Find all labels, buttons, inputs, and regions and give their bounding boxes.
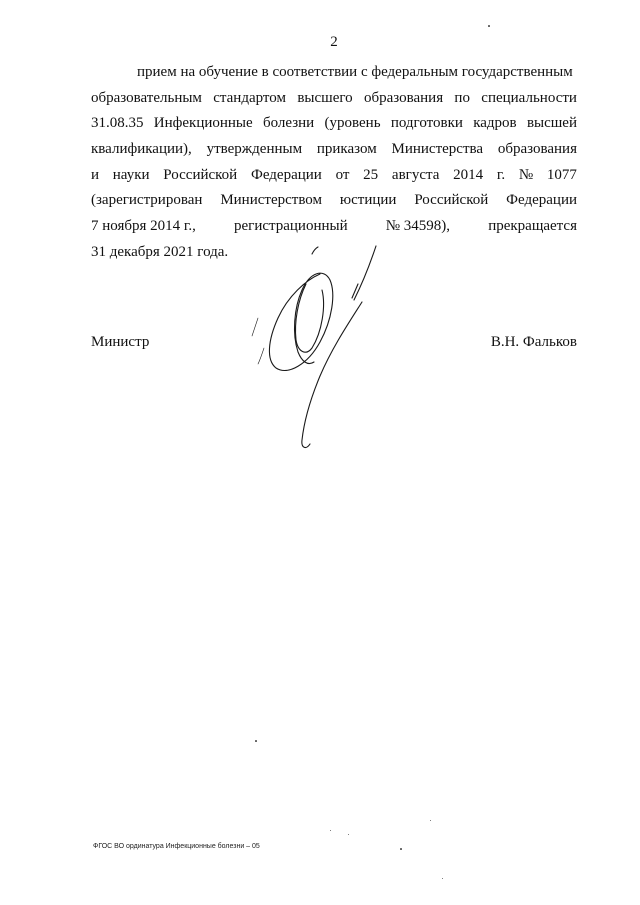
word: Российской	[414, 192, 489, 209]
word: Федерации	[250, 166, 322, 183]
word: (уровень	[324, 115, 381, 132]
body-paragraph	[91, 60, 577, 266]
word: 25	[363, 166, 379, 183]
word: г.	[496, 166, 506, 183]
word: 7 ноября 2014 г.,	[91, 218, 196, 235]
word: 2014	[453, 166, 484, 183]
paragraph-line-7	[91, 214, 577, 240]
scan-speck	[348, 834, 349, 835]
word: образования	[363, 89, 444, 106]
word: Министерства	[391, 141, 484, 158]
word: августа	[391, 166, 440, 183]
page-number: 2	[330, 34, 338, 50]
paragraph-line-2	[91, 86, 577, 112]
word: образования	[497, 141, 577, 158]
word: по	[454, 89, 470, 106]
scan-speck	[442, 878, 443, 879]
word: юстиции	[339, 192, 397, 209]
word: и	[91, 166, 100, 183]
word: Инфекционные	[153, 115, 253, 132]
line-text: 31 декабря 2021 года.	[91, 243, 229, 260]
signatory-position: Министр	[91, 334, 150, 350]
word: приказом	[316, 141, 377, 158]
word: болезни	[262, 115, 315, 132]
word: Российской	[163, 166, 238, 183]
scan-speck	[488, 25, 490, 27]
word: утвержденным	[206, 141, 303, 158]
word: Федерации	[506, 192, 577, 209]
word: подготовки	[390, 115, 463, 132]
word: кадров	[473, 115, 517, 132]
line-text: прием на обучение в соответствии с федеральным государственным	[137, 64, 573, 80]
word: (зарегистрирован	[91, 192, 203, 209]
word: № 34598),	[385, 218, 451, 235]
scan-speck	[330, 830, 331, 831]
scan-speck	[400, 848, 402, 850]
word: Министерством	[220, 192, 323, 209]
scan-speck	[430, 820, 431, 821]
word: науки	[112, 166, 150, 183]
paragraph-line-3	[91, 111, 577, 137]
signatory-name: В.Н. Фальков	[490, 334, 577, 350]
word: от	[335, 166, 350, 183]
word: высшей	[526, 115, 577, 132]
word: прекращается	[488, 218, 577, 235]
word: №	[518, 166, 534, 183]
word: стандартом	[213, 89, 286, 106]
paragraph-line-4	[91, 137, 577, 163]
footer-note: ФГОС ВО ординатура Инфекционные болезни – 05	[93, 843, 260, 850]
word: 31.08.35	[91, 115, 144, 132]
word: образовательным	[91, 89, 202, 106]
paragraph-line-1	[91, 60, 577, 86]
word: специальности	[481, 89, 577, 106]
paragraph-line-6	[91, 188, 577, 214]
word: высшего	[297, 89, 353, 106]
scan-speck	[255, 740, 257, 742]
signature-block	[91, 334, 577, 351]
word: квалификации),	[91, 141, 192, 158]
paragraph-line-5	[91, 163, 577, 189]
word: регистрационный	[234, 218, 348, 235]
word: 1077	[546, 166, 577, 183]
